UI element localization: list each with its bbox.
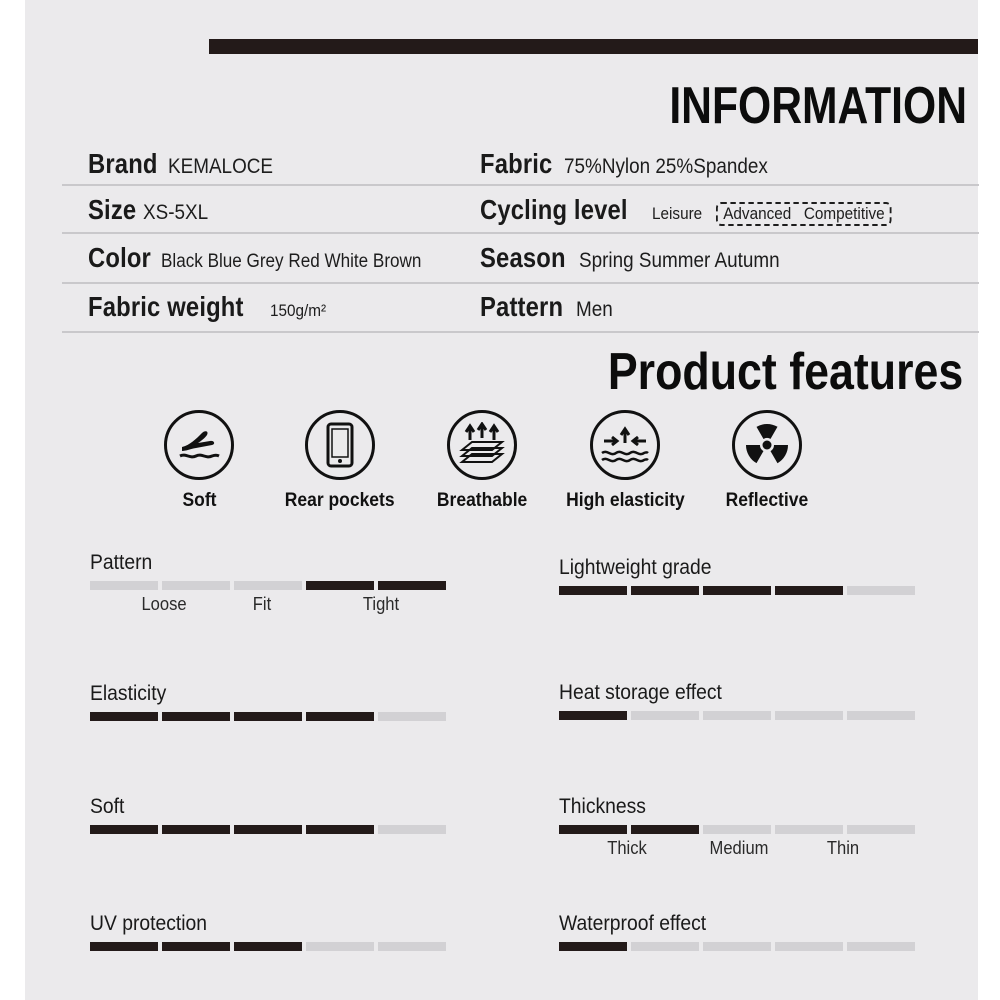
- meter-waterproof: [559, 912, 929, 951]
- meter-segment-empty: [847, 825, 915, 834]
- meter-soft: [90, 795, 460, 834]
- meter-segment-filled: [90, 825, 158, 834]
- meter-segment-filled: [703, 586, 771, 595]
- meter-title: Lightweight grade: [559, 556, 712, 579]
- fabric-weight-value: 150g/m²: [269, 301, 326, 320]
- fabric-label: Fabric: [480, 148, 553, 179]
- meter-title: Heat storage effect: [559, 681, 722, 704]
- meter-segment-filled: [559, 825, 627, 834]
- meter-segment-empty: [703, 825, 771, 834]
- tick-label: Loose: [141, 594, 187, 614]
- meter-segment-empty: [162, 581, 230, 590]
- meter-segment-filled: [234, 712, 302, 721]
- info-size: [88, 194, 216, 226]
- meter-bar: [559, 825, 929, 834]
- meter-title: Thickness: [559, 795, 646, 818]
- meter-title: UV protection: [90, 912, 208, 935]
- color-label: Color: [88, 242, 151, 273]
- meter-thickness: [559, 795, 929, 860]
- product-features-heading: Product features: [607, 343, 963, 401]
- meter-segment-filled: [631, 586, 699, 595]
- info-cycling-level: [480, 194, 912, 226]
- row-divider: [62, 331, 979, 333]
- feature-label: Breathable: [436, 490, 528, 511]
- meter-bar: [90, 942, 460, 951]
- meter-segment-filled: [234, 942, 302, 951]
- season-value: Spring Summer Autumn: [579, 249, 780, 272]
- meter-bar: [90, 825, 460, 834]
- radiation-icon: [732, 410, 802, 480]
- meter-segment-filled: [162, 942, 230, 951]
- cycling-level-label: Cycling level: [480, 194, 628, 225]
- meter-segment-empty: [234, 581, 302, 590]
- cycling-level-competitive: Competitive: [804, 204, 886, 223]
- meter-segment-empty: [631, 711, 699, 720]
- meter-segment-filled: [234, 825, 302, 834]
- meter-bar: [559, 942, 929, 951]
- meter-segment-empty: [775, 942, 843, 951]
- size-label: Size: [88, 194, 137, 225]
- information-heading: INFORMATION: [669, 77, 967, 135]
- stretch-arrows-icon: [590, 410, 660, 480]
- meter-segment-filled: [631, 825, 699, 834]
- meter-segment-filled: [306, 712, 374, 721]
- feature-breathable: [412, 410, 552, 512]
- meter-bar: [90, 581, 460, 590]
- row-divider: [62, 184, 979, 186]
- meter-segment-empty: [847, 942, 915, 951]
- tick-label: Tight: [362, 594, 400, 614]
- meter-segment-filled: [162, 825, 230, 834]
- meter-segment-empty: [631, 942, 699, 951]
- meter-segment-filled: [306, 581, 374, 590]
- feature-high-elasticity: [555, 410, 695, 512]
- meter-segment-empty: [703, 942, 771, 951]
- meter-title: Waterproof effect: [559, 912, 707, 935]
- meter-segment-filled: [559, 711, 627, 720]
- meter-title: Pattern: [90, 551, 153, 574]
- feature-rear-pockets: [270, 410, 410, 512]
- meter-lightweight-grade: [559, 556, 929, 595]
- meter-segment-filled: [90, 942, 158, 951]
- info-fabric-weight: [88, 291, 332, 323]
- meter-pattern: [90, 551, 460, 616]
- feature-soft: [129, 410, 269, 512]
- breathable-layers-icon: [447, 410, 517, 480]
- meter-title: Elasticity: [90, 682, 167, 705]
- info-pattern: [480, 291, 617, 323]
- meter-segment-filled: [90, 712, 158, 721]
- season-label: Season: [480, 242, 566, 273]
- meter-segment-empty: [775, 711, 843, 720]
- meter-ticks: [90, 594, 460, 616]
- color-value: Black Blue Grey Red White Brown: [160, 251, 421, 272]
- meter-segment-filled: [559, 942, 627, 951]
- meter-segment-empty: [847, 586, 915, 595]
- meter-segment-empty: [378, 942, 446, 951]
- meter-bar: [559, 586, 929, 595]
- meter-segment-empty: [378, 825, 446, 834]
- meter-title: Soft: [90, 795, 125, 818]
- row-divider: [62, 282, 979, 284]
- meter-segment-empty: [90, 581, 158, 590]
- fabric-value: 75%Nylon 25%Spandex: [563, 155, 768, 178]
- feature-label: High elasticity: [565, 490, 685, 511]
- row-divider: [62, 232, 979, 234]
- meter-heat-storage: [559, 681, 929, 720]
- meter-segment-empty: [703, 711, 771, 720]
- feature-reflective: [697, 410, 837, 512]
- meter-segment-empty: [306, 942, 374, 951]
- meter-segment-filled: [559, 586, 627, 595]
- feature-label: Rear pockets: [285, 490, 395, 511]
- meter-bar: [559, 711, 929, 720]
- meter-segment-empty: [847, 711, 915, 720]
- phone-icon: [305, 410, 375, 480]
- header-bar: [209, 39, 978, 54]
- size-value: XS-5XL: [143, 201, 209, 224]
- meter-uv-protection: [90, 912, 460, 951]
- cycling-level-highlight-box: [716, 202, 892, 226]
- tick-label: Medium: [709, 838, 769, 858]
- meter-segment-filled: [775, 586, 843, 595]
- pattern-value: Men: [576, 298, 614, 321]
- meter-elasticity: [90, 682, 460, 721]
- tick-label: Thick: [607, 838, 647, 858]
- cycling-level-leisure: Leisure: [652, 204, 703, 223]
- tick-label: Thin: [826, 838, 860, 858]
- meter-segment-filled: [378, 581, 446, 590]
- info-season: [480, 242, 802, 274]
- feature-label: Soft: [182, 490, 216, 511]
- hand-icon: [164, 410, 234, 480]
- meter-segment-filled: [306, 825, 374, 834]
- info-fabric: [480, 148, 790, 180]
- fabric-weight-label: Fabric weight: [88, 291, 244, 322]
- meter-bar: [90, 712, 460, 721]
- cycling-level-advanced: Advanced: [723, 204, 792, 223]
- meter-segment-empty: [378, 712, 446, 721]
- pattern-label: Pattern: [480, 291, 564, 322]
- brand-value: KEMALOCE: [168, 155, 274, 178]
- brand-label: Brand: [88, 148, 158, 179]
- meter-ticks: [559, 838, 929, 860]
- tick-label: Fit: [252, 594, 272, 614]
- info-brand: [88, 148, 285, 180]
- feature-label: Reflective: [725, 490, 809, 511]
- info-color: [88, 242, 450, 274]
- meter-segment-empty: [775, 825, 843, 834]
- meter-segment-filled: [162, 712, 230, 721]
